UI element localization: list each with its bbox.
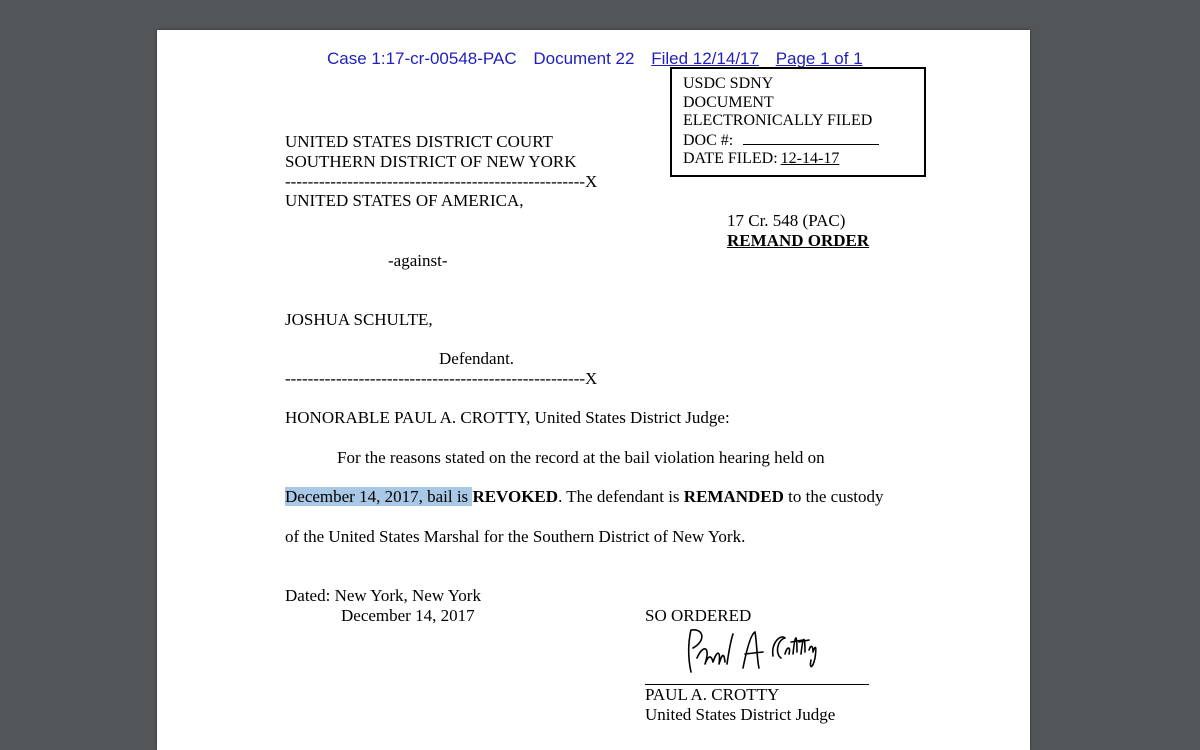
revoked-text: REVOKED <box>472 487 559 506</box>
document-number: Document 22 <box>533 49 635 68</box>
case-number: Case 1:17-cr-00548-PAC <box>327 49 517 68</box>
filing-stamp <box>670 67 926 177</box>
stamp-date-row <box>683 150 914 169</box>
so-ordered: SO ORDERED <box>645 606 752 625</box>
page-count: Page 1 of 1 <box>775 49 863 68</box>
dated-location: Dated: New York, New York <box>285 586 481 605</box>
order-paragraph-line1: For the reasons stated on the record at the bail violation hearing held on <box>337 448 825 467</box>
stamp-line: ELECTRONICALLY FILED <box>683 112 873 129</box>
case-docket: 17 Cr. 548 (PAC) <box>727 211 846 230</box>
paragraph-text: . The defendant is <box>558 487 684 506</box>
date-filed-label: DATE FILED: <box>683 150 778 167</box>
remanded-text: REMANDED <box>683 487 784 506</box>
order-paragraph-line2 <box>285 487 884 507</box>
stamp-doc-row <box>683 131 914 151</box>
stamp-line: USDC SDNY <box>683 75 774 92</box>
order-paragraph-line3: of the United States Marshal for the Southern District of New York. <box>285 527 746 546</box>
filed-date: Filed 12/14/17 <box>651 49 759 68</box>
defendant-name: JOSHUA SCHULTE, <box>285 310 433 329</box>
court-name: UNITED STATES DISTRICT COURT <box>285 132 553 151</box>
signer-name: PAUL A. CROTTY <box>645 685 780 704</box>
signature-image <box>677 624 837 684</box>
signer-title: United States District Judge <box>645 705 836 724</box>
date-filed-value: 12-14-17 <box>780 150 840 167</box>
against: -against- <box>388 251 448 270</box>
dated-date: December 14, 2017 <box>341 606 475 625</box>
doc-blank <box>743 131 879 145</box>
plaintiff: UNITED STATES OF AMERICA, <box>285 191 524 210</box>
caption-rule-bottom: -----------------------------------------------------X <box>285 369 598 388</box>
caption-rule-top: -----------------------------------------------------X <box>285 172 598 191</box>
defendant-label: Defendant. <box>439 349 515 368</box>
judge-line: HONORABLE PAUL A. CROTTY, United States District Judge: <box>285 408 730 427</box>
order-title: REMAND ORDER <box>727 231 870 250</box>
court-district: SOUTHERN DISTRICT OF NEW YORK <box>285 152 577 171</box>
doc-label: DOC #: <box>683 131 734 149</box>
ecf-header <box>327 49 875 69</box>
document-page <box>157 30 1030 750</box>
selected-text[interactable]: December 14, 2017, bail is <box>285 487 473 506</box>
stamp-line: DOCUMENT <box>683 93 774 111</box>
paragraph-text: to the custody <box>783 487 884 506</box>
